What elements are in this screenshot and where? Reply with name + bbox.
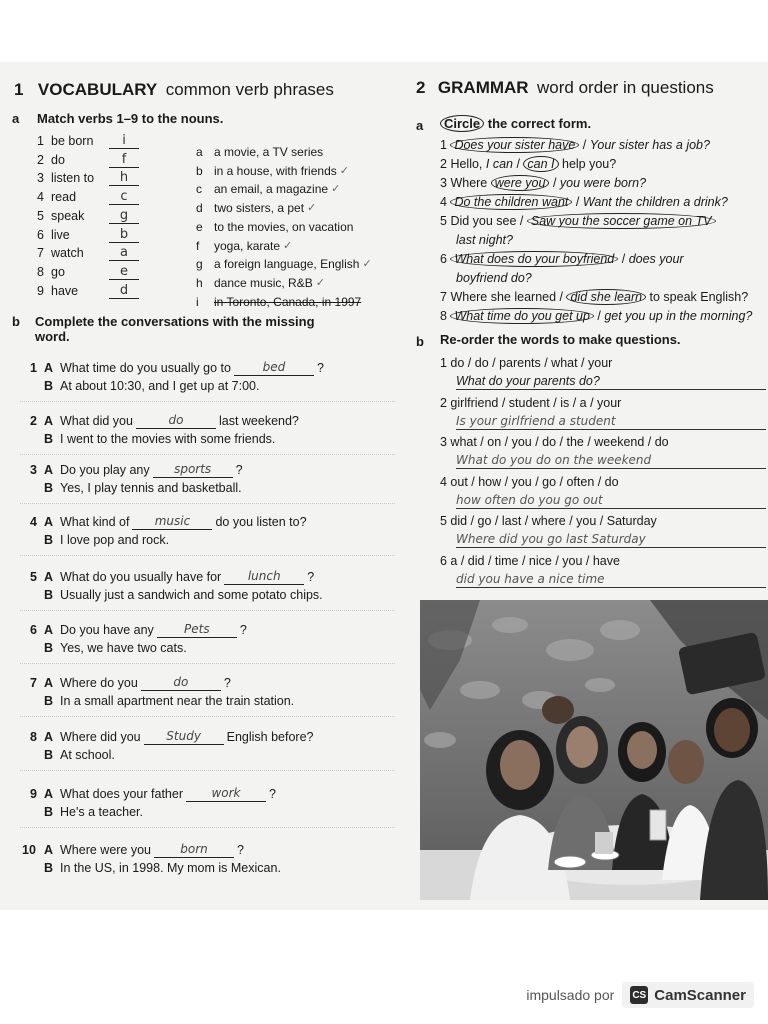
reorder-answer-field[interactable] [456, 414, 766, 430]
reorder-words: 5 did / go / last / where / you / Saturday [440, 514, 657, 528]
speaker-a-line [30, 674, 294, 692]
speaker-b-line [30, 746, 313, 764]
item-number: 1 [440, 138, 451, 152]
divider [20, 610, 395, 611]
conversation-item [30, 621, 247, 657]
item-number: 6 [440, 252, 451, 266]
conversation-number: 5 [30, 570, 37, 584]
grammar-item [440, 214, 716, 228]
reorder-words: 2 girlfriend / student / is / a / your [440, 395, 622, 410]
verb-number: 4 [37, 190, 44, 205]
reorder-words: 3 what / on / you / do / the / weekend / do [440, 435, 669, 449]
grammar-item [440, 252, 684, 266]
conversation-item [30, 785, 276, 821]
conversation-item [30, 359, 324, 395]
response-text: In the US, in 1998. My mom is Mexican. [60, 861, 281, 875]
verb-answer-field[interactable]: i [109, 134, 139, 149]
answer-text: What do your parents do? [456, 374, 600, 388]
question-text-after: English before? [226, 730, 314, 744]
speaker-a-label: A [44, 361, 54, 375]
question-text-after: ? [316, 361, 324, 375]
grammar-section [410, 62, 768, 910]
reorder-answer-field[interactable] [456, 532, 766, 548]
item-number: 3 [440, 176, 451, 190]
conversation-number: 7 [30, 676, 37, 690]
response-text: I went to the movies with some friends. [60, 432, 276, 446]
verb-word: listen to [51, 171, 95, 186]
question-text-before: What do you usually have for [60, 570, 222, 584]
verb-item [37, 246, 139, 261]
verb-number: 8 [37, 264, 44, 279]
noun-letter: f [196, 238, 200, 253]
answer-blank[interactable]: do [141, 676, 221, 691]
answer-text: did you have a nice time [456, 571, 605, 586]
verb-answer-field[interactable]: f [109, 153, 139, 168]
speaker-a-label: A [44, 515, 54, 529]
noun-text: dance music, R&B [214, 275, 313, 290]
grammar-a-instruction [440, 116, 591, 131]
divider [20, 454, 395, 455]
speaker-a-label: A [44, 414, 54, 428]
noun-text: yoga, karate [214, 238, 281, 253]
conversation-number: 3 [30, 463, 37, 477]
speaker-b-line [30, 692, 294, 710]
noun-letter: h [196, 275, 203, 290]
verb-item [37, 228, 139, 243]
conversation-number: 4 [30, 515, 37, 529]
verb-word: go [51, 264, 65, 279]
item-number: 7 [440, 290, 451, 304]
verb-answer-field[interactable]: g [109, 209, 139, 224]
verb-item [37, 171, 139, 186]
group-selfie-photo [420, 600, 768, 900]
scanner-footer [526, 982, 754, 1008]
vocabulary-title [14, 80, 334, 100]
part-a-instruction: Match verbs 1–9 to the nouns. [37, 111, 224, 126]
answer-blank[interactable]: lunch [224, 570, 304, 585]
verb-answer-field[interactable]: e [109, 265, 139, 280]
option-separator: / [579, 138, 590, 152]
verb-item [37, 265, 139, 280]
reorder-answer-field[interactable] [456, 453, 766, 469]
item-number: 8 [440, 309, 451, 323]
option-separator: / [556, 290, 567, 304]
option-separator: / [572, 195, 583, 209]
conversation-item [30, 568, 323, 604]
conversation-item [22, 841, 281, 877]
item-lead: Did you see [450, 214, 517, 228]
noun-text: in a house, with friends [214, 163, 337, 178]
speaker-b-line [22, 859, 281, 877]
noun-text: a movie, a TV series [214, 145, 324, 159]
question-text-after: ? [307, 570, 315, 584]
question-text-after: do you listen to? [215, 515, 307, 529]
noun-text: a foreign language, English [214, 257, 360, 272]
question-text-before: Where did you [60, 730, 141, 744]
speaker-a-label: A [44, 570, 54, 584]
grammar-item [440, 176, 646, 190]
verb-word: have [51, 283, 79, 298]
verb-answer-field[interactable]: b [109, 228, 139, 243]
part-a-letter: a [12, 111, 20, 126]
conversation-item [30, 728, 313, 764]
section-subheading: common verb phrases [165, 80, 334, 99]
noun-letter: i [196, 294, 199, 309]
speaker-b-label: B [44, 694, 54, 708]
question-text-after: ? [239, 623, 247, 637]
question-text-after: ? [235, 463, 243, 477]
noun-letter: d [196, 201, 203, 216]
section-subheading: word order in questions [537, 78, 714, 97]
verb-item [37, 134, 139, 149]
speaker-b-label: B [44, 805, 54, 819]
verb-answer-field[interactable]: d [109, 284, 139, 299]
speaker-a-line [30, 785, 276, 803]
grammar-title [416, 78, 714, 98]
part-b-letter: b [12, 314, 20, 329]
vocabulary-section [0, 62, 408, 910]
answer-blank[interactable]: bed [234, 361, 314, 376]
speaker-a-line [30, 513, 307, 531]
verb-answer-field[interactable]: h [109, 171, 139, 186]
response-text: Usually just a sandwich and some potato chips. [60, 588, 323, 602]
verb-number: 3 [37, 171, 44, 186]
question-text-after: ? [223, 676, 231, 690]
verb-item [37, 190, 139, 205]
speaker-b-line [30, 531, 307, 549]
conversation-item [30, 513, 307, 549]
response-text: At school. [60, 748, 115, 762]
option-two[interactable]: Your sister has a job? [589, 138, 710, 152]
answer-blank[interactable]: music [132, 515, 212, 530]
answer-text: What do you do on the weekend [456, 453, 652, 467]
response-text: He's a teacher. [60, 805, 143, 819]
option-separator: / [512, 157, 524, 171]
speaker-b-label: B [44, 379, 54, 393]
question-text-before: What time do you usually go to [60, 361, 231, 375]
answer-blank[interactable]: do [136, 414, 216, 429]
answer-text: Where did you go last Saturday [456, 532, 646, 546]
conversation-number: 1 [30, 361, 37, 375]
verb-word: be born [51, 134, 94, 148]
verb-item [37, 209, 139, 224]
speaker-b-line [30, 479, 243, 497]
verb-word: read [51, 190, 77, 205]
speaker-a-line [30, 461, 243, 479]
camscanner-brand-name: CamScanner [654, 986, 746, 1004]
checkmark-icon: ✓ [307, 202, 317, 215]
option-two[interactable]: Want the children a drink? [582, 195, 728, 209]
camscanner-logo-icon: CS [630, 986, 648, 1004]
speaker-b-label: B [44, 641, 54, 655]
option-two[interactable]: you were born? [559, 176, 647, 190]
circle-word: Circle [440, 115, 484, 132]
option-one[interactable]: were you [491, 175, 550, 191]
speaker-a-line [30, 728, 313, 746]
speaker-b-label: B [44, 432, 54, 446]
verb-word: watch [51, 246, 84, 261]
checkmark-icon: ✓ [283, 239, 293, 252]
question-text-after: last weekend? [218, 414, 299, 428]
speaker-b-line [30, 803, 276, 821]
option-two[interactable]: did she learn [566, 289, 646, 305]
reorder-words: 4 out / how / you / go / often / do [440, 474, 619, 489]
option-one[interactable]: What does do your boyfriend [450, 251, 618, 267]
divider [20, 827, 395, 828]
divider [20, 716, 395, 717]
question-text-before: Where do you [60, 676, 138, 690]
question-text-before: Do you play any [60, 463, 150, 477]
section-number: 1 [14, 80, 24, 99]
speaker-a-label: A [44, 463, 54, 477]
workbook-page [0, 62, 768, 910]
answer-blank[interactable]: sports [153, 463, 233, 478]
answer-blank[interactable]: Study [144, 730, 224, 745]
reorder-words: 1 do / do / parents / what / your [440, 356, 613, 370]
option-one[interactable]: What time do you get up [450, 308, 594, 324]
divider [20, 503, 395, 504]
camscanner-badge[interactable] [622, 982, 754, 1008]
speaker-a-line [30, 621, 247, 639]
noun-text: in Toronto, Canada, in 1997 [214, 294, 362, 309]
item-tail: help you? [558, 157, 617, 171]
checkmark-icon: ✓ [331, 183, 341, 196]
conversation-number: 8 [30, 730, 37, 744]
response-text: At about 10:30, and I get up at 7:00. [60, 379, 260, 393]
item-lead: Where [450, 176, 491, 190]
section-heading: VOCABULARY [37, 80, 158, 99]
grammar-item-cont: boyfriend do? [456, 271, 532, 285]
noun-item [196, 145, 323, 159]
noun-item [196, 295, 361, 309]
conversation-number: 6 [30, 623, 37, 637]
noun-text: an email, a magazine [214, 182, 329, 197]
part-b-letter: b [416, 334, 424, 349]
divider [20, 555, 395, 556]
speaker-a-label: A [44, 730, 54, 744]
checkmark-icon: ✓ [315, 276, 325, 289]
speaker-b-label: B [44, 588, 54, 602]
verb-word: speak [51, 208, 85, 223]
noun-item [196, 276, 325, 290]
reorder-answer-field[interactable] [456, 374, 766, 390]
noun-item [196, 164, 349, 178]
checkmark-icon: ✓ [362, 258, 372, 271]
noun-item [196, 182, 340, 196]
answer-blank[interactable]: born [154, 843, 234, 858]
speaker-a-line [30, 568, 323, 586]
verb-number: 7 [37, 246, 44, 261]
item-number: 2 [440, 157, 451, 171]
grammar-item [440, 195, 728, 209]
grammar-item [440, 309, 752, 323]
speaker-a-line [22, 841, 281, 859]
response-text: In a small apartment near the train station. [60, 694, 295, 708]
answer-text: Is your girlfriend a student [456, 413, 616, 428]
item-number: 5 [440, 214, 451, 228]
option-separator: / [593, 309, 605, 323]
grammar-item [440, 138, 710, 152]
item-lead: Where she learned [450, 290, 557, 304]
part-b-instruction-cont: word. [35, 329, 70, 344]
speaker-b-line [30, 377, 324, 395]
speaker-a-label: A [44, 676, 54, 690]
option-two[interactable]: can I [523, 156, 558, 172]
verb-number: 6 [37, 227, 44, 242]
verb-number: 9 [37, 283, 44, 298]
speaker-b-label: B [44, 481, 54, 495]
divider [20, 770, 395, 771]
noun-item [196, 201, 316, 215]
speaker-a-label: A [44, 623, 54, 637]
reorder-words: 6 a / did / time / nice / you / have [440, 553, 620, 568]
item-number: 4 [440, 195, 451, 209]
noun-letter: b [196, 163, 203, 178]
option-separator: / [516, 214, 527, 228]
option-one[interactable]: Do the children want [450, 194, 572, 210]
question-text-before: What kind of [60, 515, 130, 529]
option-two[interactable]: get you up in the morning? [604, 309, 753, 323]
conversation-item [30, 674, 294, 710]
divider [20, 663, 395, 664]
option-one[interactable]: I can [485, 157, 513, 171]
conversation-item [30, 412, 299, 448]
part-b-instruction: Complete the conversations with the missing [35, 314, 315, 329]
response-text: Yes, we have two cats. [60, 641, 187, 655]
option-two[interactable]: Saw you the soccer game on TV [527, 213, 716, 229]
grammar-b-instruction: Re-order the words to make questions. [440, 332, 681, 347]
noun-item [196, 239, 292, 253]
reorder-answer-field[interactable] [456, 493, 766, 509]
noun-text: two sisters, a pet [214, 201, 305, 216]
speaker-b-line [30, 586, 323, 604]
speaker-a-line [30, 412, 299, 430]
conversation-number: 2 [30, 414, 37, 428]
section-heading: GRAMMAR [437, 78, 529, 97]
speaker-b-label: B [44, 533, 54, 547]
noun-letter: c [196, 182, 202, 197]
option-separator: / [549, 176, 560, 190]
speaker-b-label: B [44, 748, 54, 762]
answer-blank[interactable]: work [186, 787, 266, 802]
answer-text: how often do you go out [456, 492, 603, 507]
verb-word: live [51, 227, 70, 242]
grammar-item [440, 157, 616, 171]
noun-letter: a [196, 145, 203, 159]
question-text-before: What does your father [60, 787, 183, 801]
grammar-item [440, 290, 748, 304]
noun-letter: g [196, 257, 203, 272]
verb-answer-field[interactable]: c [109, 190, 139, 205]
speaker-b-label: B [44, 861, 54, 875]
speaker-a-line [30, 359, 324, 377]
divider [20, 401, 395, 402]
option-separator: / [618, 252, 629, 266]
noun-item [196, 257, 372, 271]
item-tail: to speak English? [646, 290, 749, 304]
verb-item [37, 153, 139, 168]
verb-item [37, 284, 139, 299]
speaker-a-label: A [44, 787, 54, 801]
option-two[interactable]: does your [628, 252, 684, 266]
part-a-letter: a [416, 118, 424, 133]
noun-item [196, 220, 353, 234]
speaker-b-line [30, 639, 247, 657]
section-number: 2 [416, 78, 426, 97]
question-text-before: Where were you [60, 843, 152, 857]
grammar-item-cont: last night? [456, 233, 513, 247]
option-one[interactable]: Does your sister have [450, 137, 579, 153]
question-text-after: ? [268, 787, 276, 801]
conversation-number: 9 [30, 787, 37, 801]
verb-number: 5 [37, 208, 44, 223]
verb-answer-field[interactable]: a [109, 246, 139, 261]
conversation-item [30, 461, 243, 497]
question-text-before: Do you have any [60, 623, 154, 637]
response-text: Yes, I play tennis and basketball. [60, 481, 242, 495]
verb-word: do [51, 152, 65, 167]
instruction-rest: the correct form. [484, 116, 592, 131]
verb-number: 1 [37, 134, 44, 148]
response-text: I love pop and rock. [60, 533, 170, 547]
powered-by-text: impulsado por [526, 987, 615, 1003]
question-text-after: ? [237, 843, 244, 857]
verb-number: 2 [37, 152, 44, 167]
speaker-a-label: A [44, 843, 54, 857]
checkmark-icon: ✓ [339, 164, 349, 177]
speaker-b-line [30, 430, 299, 448]
conversation-number: 10 [22, 843, 36, 857]
answer-blank[interactable]: Pets [157, 623, 237, 638]
reorder-answer-field[interactable] [456, 572, 766, 588]
noun-letter: e [196, 219, 203, 234]
item-lead: Hello, [450, 157, 486, 171]
question-text-before: What did you [60, 414, 133, 428]
noun-text: to the movies, on vacation [214, 219, 354, 234]
